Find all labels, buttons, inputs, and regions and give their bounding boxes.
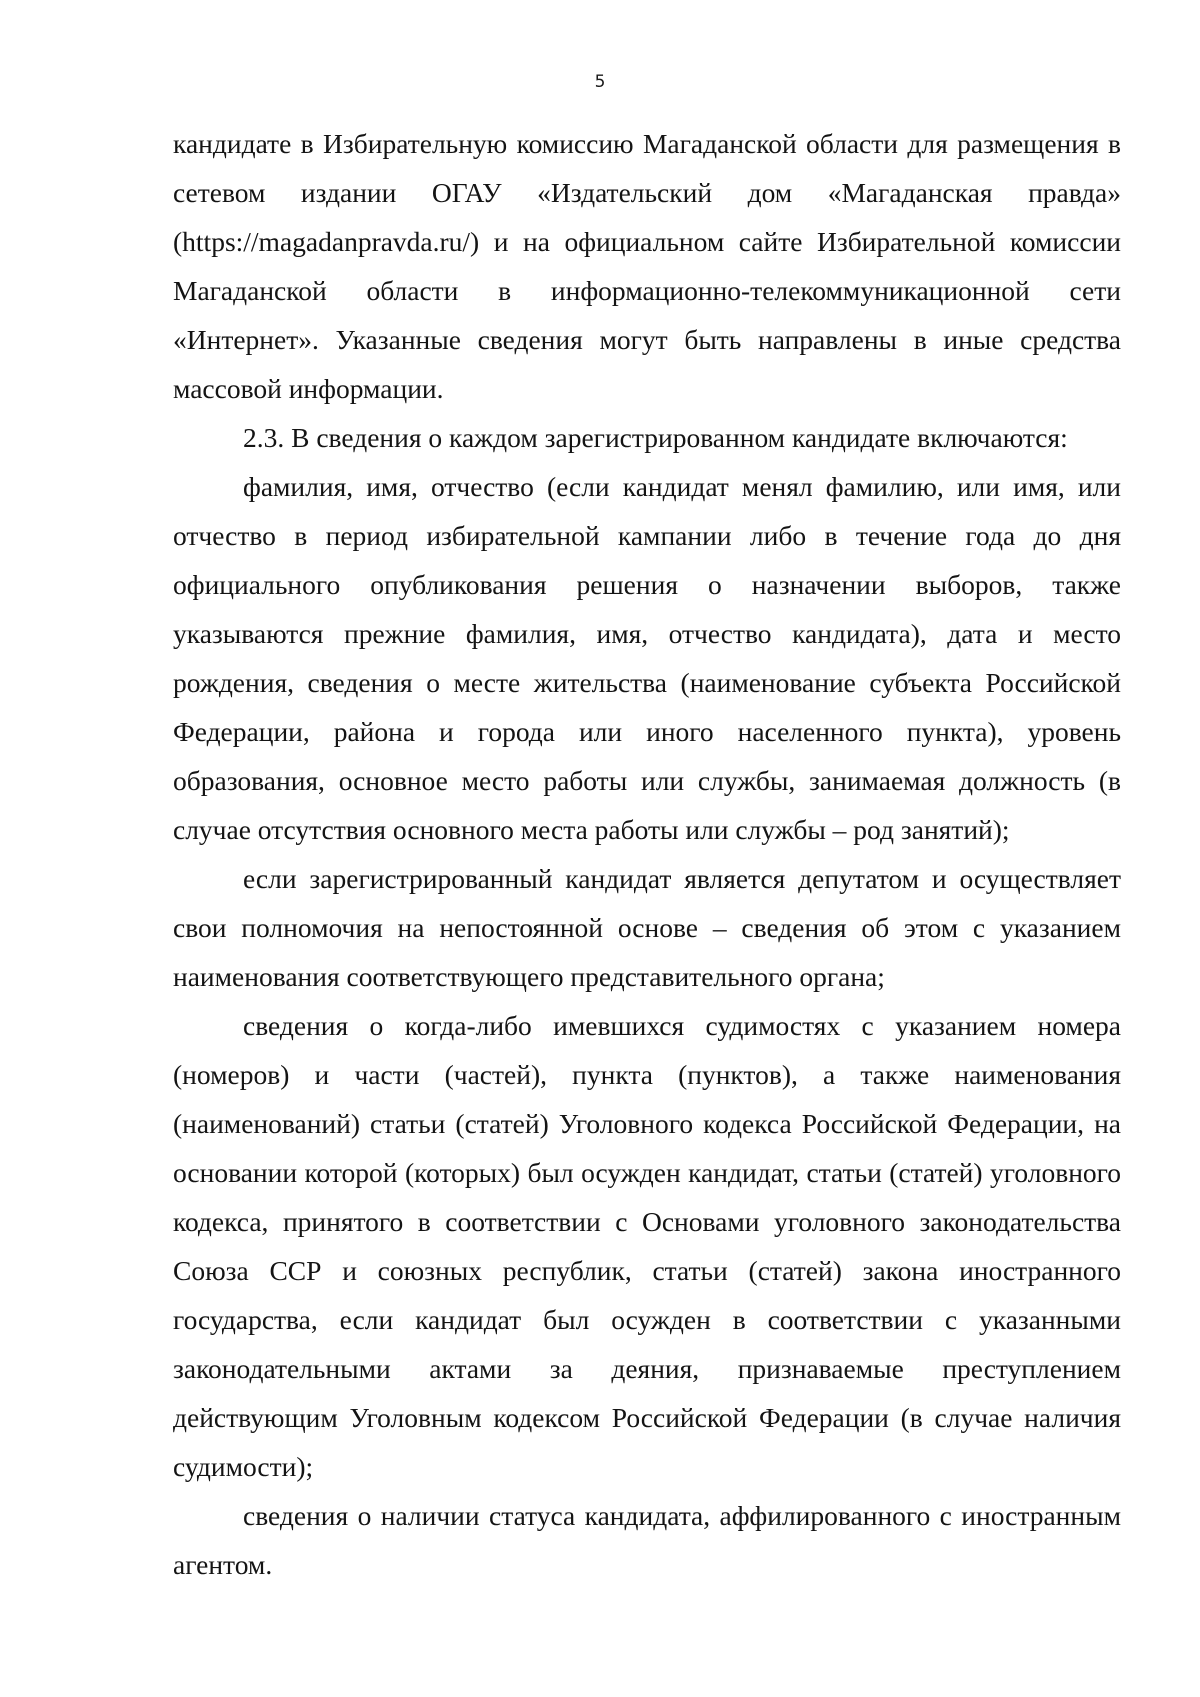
document-body <box>173 119 1121 1589</box>
paragraph-candidate-personal-data: фамилия, имя, отчество (если кандидат менял фамилию, или имя, или отчество в период избирательной кампании либо в течение года до дня официального опубликования решения о назначении выборов, также указываются прежние фамилия, имя, отчество кандидата), дата и место рождения, сведения о месте жительства (наименование субъекта Российской Федерации, района и города или иного населенного пункта), уровень образования, основное место работы или службы, занимаемая должность (в случае отсутствия основного места работы или службы – род занятий); <box>173 471 1121 845</box>
paragraph-continuation: кандидате в Избирательную комиссию Магаданской области для размещения в сетевом издании ОГАУ «Издательский дом «Магаданская правда» (https://magadanpravda.ru/) и на официальном сайте Избирательной комиссии Магаданской области в информационно-телекоммуникационной сети «Интернет». Указанные сведения могут быть направлены в иные средства массовой информации. <box>173 128 1121 404</box>
page-number: 5 <box>594 72 606 92</box>
paragraph-section-2-3: 2.3. В сведения о каждом зарегистрированном кандидате включаются: <box>243 422 1068 453</box>
paragraph-deputy-status: если зарегистрированный кандидат является депутатом и осуществляет свои полномочия на непостоянной основе – сведения об этом с указанием наименования соответствующего представительного органа; <box>173 863 1121 992</box>
paragraph-foreign-agent-status: сведения о наличии статуса кандидата, аффилированного с иностранным агентом. <box>173 1500 1121 1580</box>
paragraph-criminal-record: сведения о когда-либо имевшихся судимостях с указанием номера (номеров) и части (частей), пункта (пунктов), а также наименования (наименований) статьи (статей) Уголовного кодекса Российской Федерации, на основании которой (которых) был осужден кандидат, статьи (статей) уголовного кодекса, принятого в соответствии с Основами уголовного законодательства Союза ССР и союзных республик, статьи (статей) закона иностранного государства, если кандидат был осужден в соответствии с указанными законодательными актами за деяния, признаваемые преступлением действующим Уголовным кодексом Российской Федерации (в случае наличия судимости); <box>173 1010 1121 1482</box>
